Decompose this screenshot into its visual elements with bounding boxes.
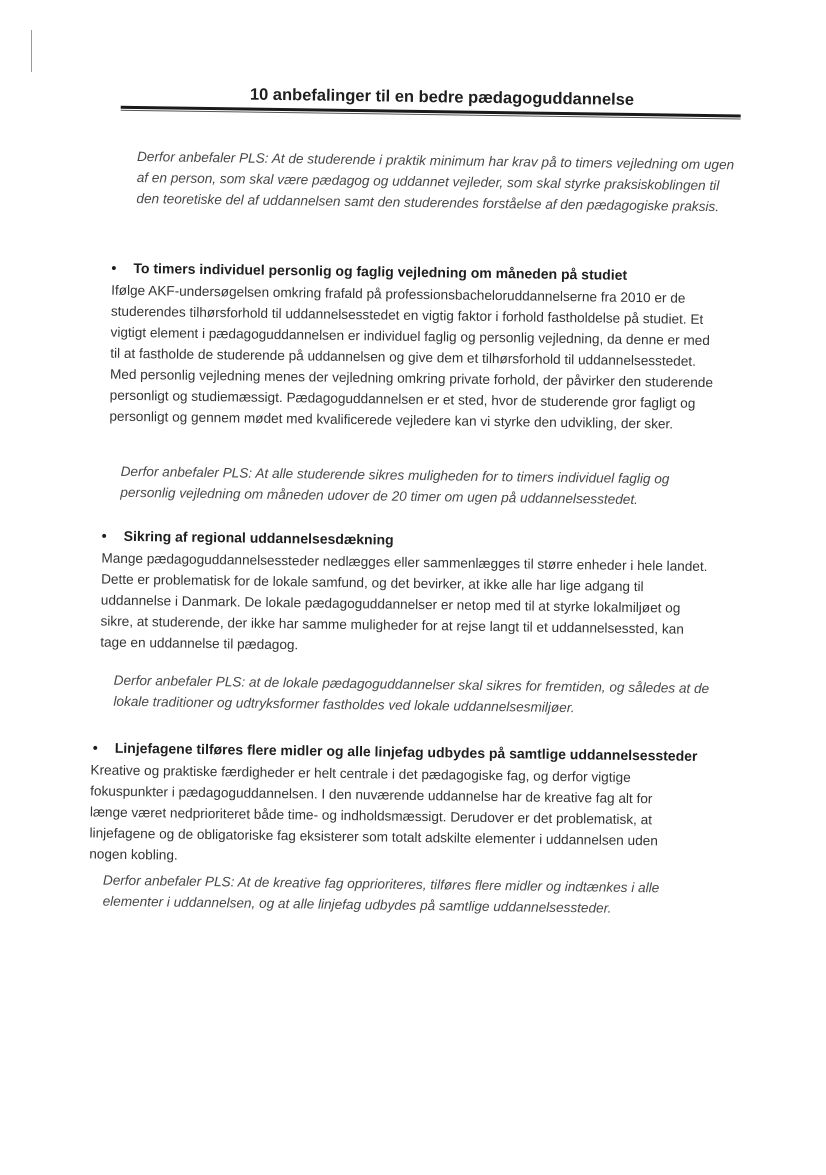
bullet-icon: •	[92, 739, 98, 756]
section-heading-text: Sikring af regional uddannelsesdækning	[123, 527, 394, 548]
section-recommendation-3: Derfor anbefaler PLS: At de kreative fag opprioriteres, tilføres flere midler og indtænkes i alle elementer i uddannelsen, og at alle linjefag udbydes på samtlige uddannelsessteder.	[102, 872, 660, 916]
section-recommendation-2: Derfor anbefaler PLS: at de lokale pædagoguddannelser skal sikres for fremtiden, og således at de lokale traditioner og udtryksformer fastholdes ved lokale uddannelsesmiljøer.	[113, 672, 710, 716]
section-heading-text: To timers individuel personlig og faglig vejledning om måneden på studiet	[133, 259, 628, 283]
bullet-icon: •	[101, 527, 107, 544]
document-title: 10 anbefalinger til en bedre pædagoguddannelse	[249, 85, 635, 109]
section-body-2: Mange pædagoguddannelsessteder nedlægges eller sammenlægges til større enheder i hele landet. Dette er problematisk for de lokale samfund, og det bevirker, at ikke alle har lige adgang til uddannelse i Danmark. De lokale pædagoguddannelser er netop med til at styrke lokalmiljøet og sikre, at studerende, der ikke har samme muligheder for at rejse langt til et uddannelsessted, kan tage en uddannelse til pædagog.	[100, 550, 708, 653]
section-recommendation-1: Derfor anbefaler PLS: At alle studerende sikres muligheden for to timers individuel faglig og personlig vejledning om måneden udover de 20 timer om ugen på uddannelsesstedet.	[120, 463, 670, 508]
bullet-icon: •	[111, 259, 117, 276]
section-body-3: Kreative og praktiske færdigheder er helt centrale i det pædagogiske fag, og derfor vigtige fokuspunkter i pædagoguddannelsen. I den nuværende uddannelse har de kreative fag alt for længe været nedprioriteret både time- og indholdsmæssigt. Derudover er det problematisk, at linjefagene og de obligatoriske fag eksisterer som totalt adskilte elementer i uddannelsen uden nogen kobling.	[89, 762, 658, 863]
section-heading-text: Linjefagene tilføres flere midler og alle linjefag udbydes på samtlige uddannelsessteder	[114, 739, 698, 764]
intro-recommendation: Derfor anbefaler PLS: At de studerende i praktik minimum har krav på to timers vejledning om ugen af en person, som skal være pædagog og uddannet vejleder, som skal styrke praksiskoblingen til den teoretiske del af uddannelsen samt den studerendes forståelse af den pædagogiske praksis.	[136, 149, 735, 215]
section-body-1: Ifølge AKF-undersøgelsen omkring frafald på professionsbacheloruddannelserne fra 2010 er de studerendes tilhørsforhold til uddannelsesstedet en vigtig faktor i forhold fastholdelse på studiet. Et vigtigt element i pædagoguddannelsen er individuel faglig og personlig vejledning, da denne er med til at fastholde de studerende på uddannelsen og give dem et tilhørsforhold til uddannelsesstedet. Med personlig vejledning menes der vejledning omkring private forhold, der påvirker den studerende personligt og studiemæssigt. Pædagoguddannelsen er et sted, hvor de studerende gror fagligt og personligt og gennem mødet med kvalificerede vejledere kan vi styrke den udvikling, der sker.	[109, 282, 714, 432]
